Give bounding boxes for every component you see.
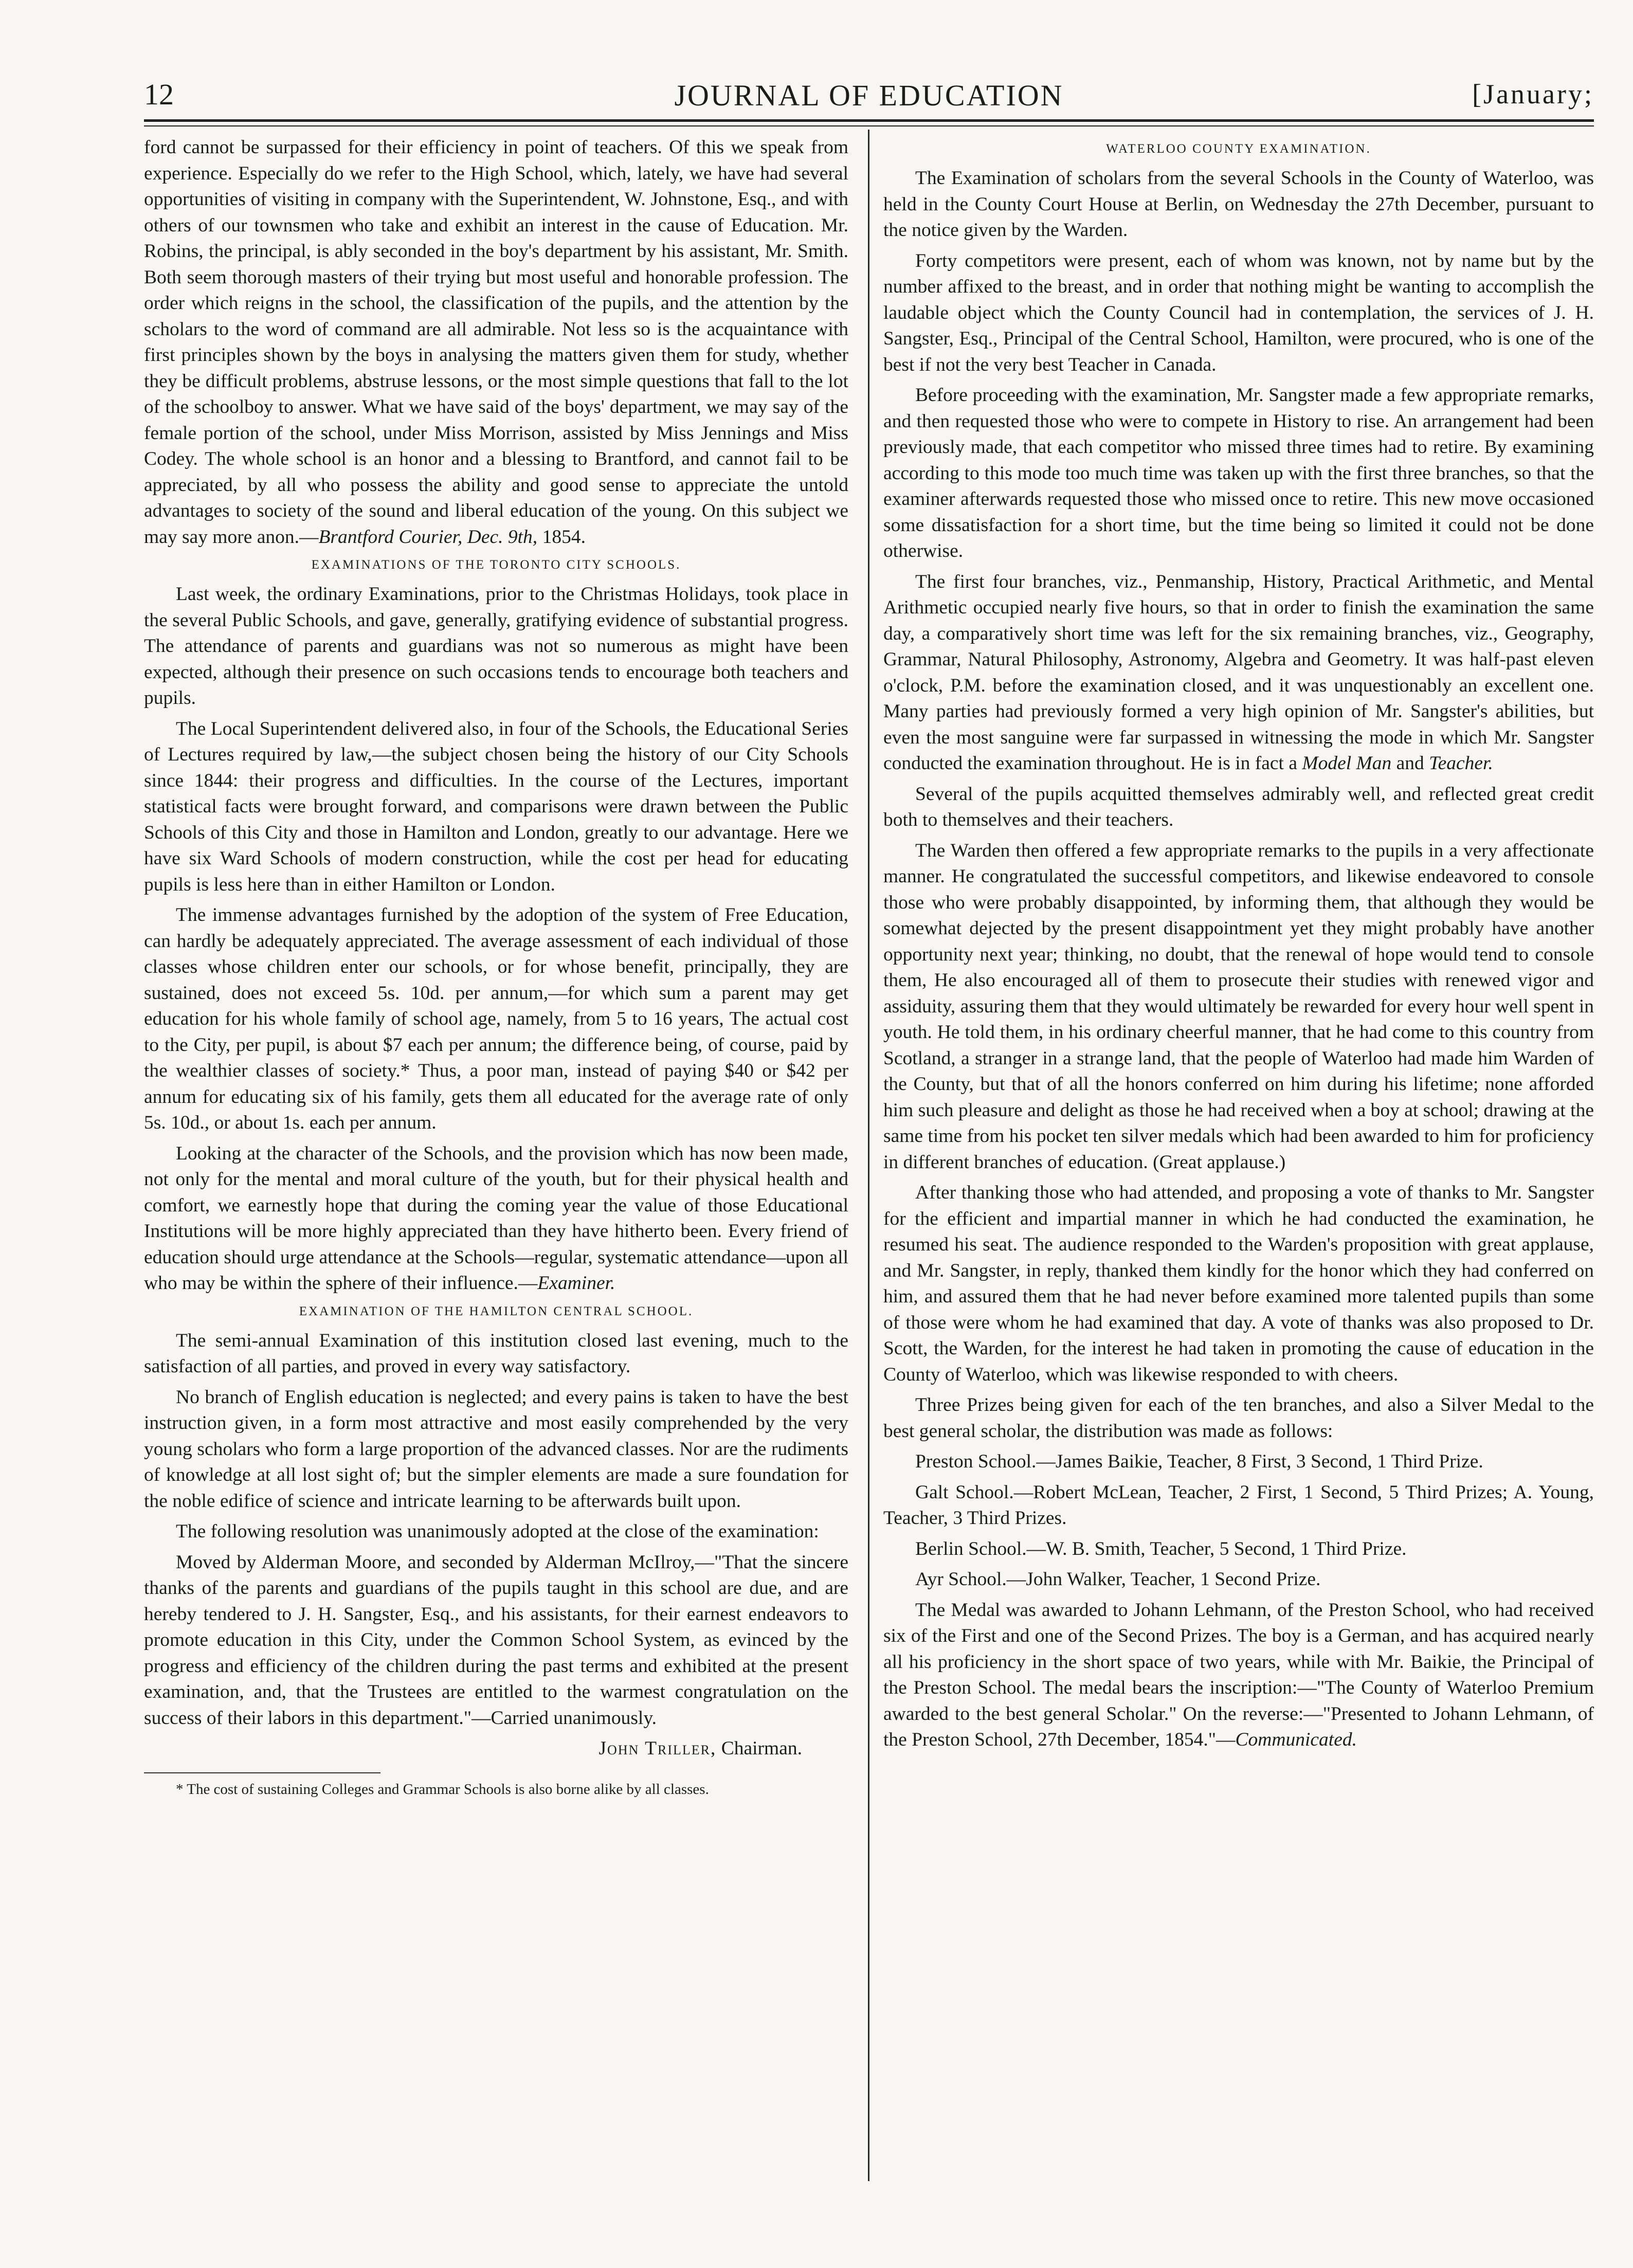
hamilton-paragraph-2: No branch of English education is neglected; and every pains is taken to have the best instruction given, in a form most attractive and most easily comprehended by the very young scholars who form a large proportion of the advanced classes. Nor are the rudiments of knowledge at all lost sight of; but the simpler elements are made a sure foundation for the noble edifice of science and intricate learning to be afterwards built upon.	[144, 1386, 848, 1512]
hamilton-resolution: Moved by Alderman Moore, and seconded by Alderman McIlroy,—"That the sincere thanks of the parents and guardians of the pupils taught in this school are due, and are hereby tendered to J. H. Sangster, Esq., and his assistants, for their earnest endeavors to promote education in this City, under the Common School System, as evinced by the progress and efficiency of the children during the past terms and exhibited at the present examination, and, that the Trustees are entitled to the warmest congratulation on the success of their labors in this department."—Carried unanimously.	[144, 1551, 848, 1729]
waterloo-paragraph-3: Before proceeding with the examination, Mr. Sangster made a few appropriate remarks, and then requested those who were to compete in History to rise. An arrangement had been previously made, that each competitor who missed three times had to retire. By examining according to this mode too much time was taken up with the first three branches, so that the examiner afterwards requested those who missed once to retire. This new move occasioned some dissatisfaction for a short time, but the time being so limited it could not be done otherwise.	[883, 385, 1594, 561]
waterloo-paragraph-1: The Examination of scholars from the several Schools in the County of Waterloo, was held in the County Court House at Berlin, on Wednesday the 27th December, pursuant to the notice given by the Warden.	[883, 168, 1594, 241]
left-column	[144, 135, 848, 1804]
prize-preston: Preston School.—James Baikie, Teacher, 8 First, 3 Second, 1 Third Prize.	[915, 1451, 1483, 1472]
chairman-signature: John Triller, Chairman.	[598, 1738, 802, 1759]
issue-month: [January;	[1472, 79, 1594, 110]
prize-berlin: Berlin School.—W. B. Smith, Teacher, 5 Second, 1 Third Prize.	[915, 1538, 1407, 1559]
toronto-paragraph-2: The Local Superintendent delivered also, in four of the Schools, the Educational Series of Lectures required by law,—the subject chosen being the history of our City Schools since 1844: their progress and difficulties. In the course of the Lectures, important statistical facts were brought forward, and comparisons were drawn between the Public Schools of this City and those in Hamilton and London, greatly to our advantage. Here we have six Ward Schools of modern construction, while the cost per head for educating pupils is less here than in either Hamilton or London.	[144, 718, 848, 895]
toronto-paragraph-4: Looking at the character of the Schools, and the provision which has now been made, not only for the mental and moral culture of the youth, but for their physical health and comfort, we earnestly hope that during the coming year the value of those Educational Institutions will be more highly appreciated than they have hitherto been. Every friend of education should urge attendance at the Schools—regular, systematic attendance—upon all who may be within the sphere of their influence.—Examiner.	[144, 1142, 848, 1294]
column-divider	[868, 130, 869, 2181]
waterloo-paragraph-medal: The Medal was awarded to Johann Lehmann, of the Preston School, who had received six of the First and one of the Second Prizes. The boy is a German, and has acquired nearly all his proficiency in the short space of two years, while with Mr. Baikie, the Principal of the Preston School. The medal bears the inscription:—"The County of Waterloo Premium awarded to the best general Scholar." On the reverse:—"Presented to Johann Lehmann, of the Preston School, 27th December, 1854."—Communicated.	[883, 1599, 1594, 1750]
toronto-paragraph-3: The immense advantages furnished by the adoption of the system of Free Education, can hardly be adequately appreciated. The average assessment of each individual of those classes whose children enter our schools, or for whose benefit, principally, they are sustained, does not exceed 5s. 10d. per annum,—for which sum a parent may get education for his whole family of school age, namely, from 5 to 16 years, The actual cost to the City, per pupil, is about $7 each per annum; the difference being, of course, paid by the wealthier classes of society.* Thus, a poor man, instead of paying $40 or $42 per annum for educating six of his family, gets them all educated for the average rate of only 5s. 10d., or about 1s. each per annum.	[144, 904, 848, 1133]
journal-title: JOURNAL OF EDUCATION	[674, 79, 1064, 112]
footnote-rule	[144, 1772, 380, 1773]
toronto-heading: EXAMINATIONS OF THE TORONTO CITY SCHOOLS.	[311, 558, 681, 572]
hamilton-heading: EXAMINATION OF THE HAMILTON CENTRAL SCHOOL.	[299, 1304, 694, 1318]
waterloo-heading: WATERLOO COUNTY EXAMINATION.	[1106, 142, 1371, 156]
hamilton-paragraph-3: The following resolution was unanimously adopted at the close of the examination:	[176, 1521, 819, 1542]
waterloo-paragraph-2: Forty competitors were present, each of whom was known, not by name but by the number affixed to the breast, and in order that nothing might be wanting to accomplish the laudable object which the County Council had in contemplation, the services of J. H. Sangster, Esq., Principal of the Central School, Hamilton, were procured, who is one of the best if not the very best Teacher in Canada.	[883, 250, 1594, 375]
waterloo-paragraph-8: Three Prizes being given for each of the ten branches, and also a Silver Medal to the best general scholar, the distribution was made as follows:	[883, 1394, 1594, 1442]
prize-ayr: Ayr School.—John Walker, Teacher, 1 Second Prize.	[915, 1569, 1321, 1590]
right-column	[883, 135, 1594, 1758]
toronto-paragraph-1: Last week, the ordinary Examinations, prior to the Christmas Holidays, took place in the several Public Schools, and gave, generally, gratifying evidence of substantial progress. The attendance of parents and guardians was not so numerous as might have been expected, although their presence on such occasions tends to encourage both teachers and pupils.	[144, 584, 848, 709]
waterloo-paragraph-6: The Warden then offered a few appropriate remarks to the pupils in a very affectionate manner. He congratulated the successful competitors, and likewise endeavored to console those who were probably disappointed, by informing them, that although they would be somewhat dejected by the present disappointment yet they might probably have another opportunity next year; thinking, no doubt, that the renewal of hope would tend to console them, He also encouraged all of them to prosecute their studies with renewed vigor and assiduity, assuring them that they would ultimately be rewarded for every hour well spent in youth. He told them, in his ordinary cheerful manner, that he had come to this country from Scotland, a stranger in a strange land, that the people of Waterloo had made him Warden of the County, but that of all the honors conferred on him during his lifetime; none afforded him such pleasure and delight as those he had received when a boy at school; drawing at the same time from his pocket ten silver medals which had been awarded to him for proficiency in different branches of education. (Great applause.)	[883, 840, 1594, 1173]
communicated-source: Communicated.	[1235, 1729, 1357, 1750]
examiner-source: Examiner.	[537, 1273, 615, 1294]
brantford-paragraph: ford cannot be surpassed for their efficiency in point of teachers. Of this we speak from experience. Especially do we refer to the High School, which, lately, we have had several opportunities of visiting in company with the Superintendent, W. Johnstone, Esq., and with others of our townsmen who take and exhibit an interest in the cause of Education. Mr. Robins, the principal, is ably seconded in the boy's department by his assistant, Mr. Smith. Both seem thorough masters of their trying but most useful and honorable profession. The order which reigns in the school, the classification of the pupils, and the attention by the scholars to the word of command are all admirable. Not less so is the acquaintance with first principles shown by the boys in analysing the matters given them for study, whether they be difficult problems, abstruse lessons, or the most simple questions that fall to the lot of the schoolboy to answer. What we have said of the boys' department, we may say of the female portion of the school, under Miss Morrison, assisted by Miss Jennings and Miss Codey. The whole school is an honor and a blessing to Brantford, and cannot fail to be appreciated, by all who possess the ability and good sense to appreciate the untold advantages to society of the sound and liberal education of the young. On this subject we may say more anon.—Brantford Courier, Dec. 9th, 1854.	[144, 137, 848, 548]
page-header	[144, 77, 1594, 118]
waterloo-paragraph-7: After thanking those who had attended, and proposing a vote of thanks to Mr. Sangster for the efficient and impartial manner in which he had conducted the examination, he resumed his seat. The audience responded to the Warden's proposition with great applause, and Mr. Sangster, in reply, thanked them kindly for the honor which they had conferred on him, and assured them that he had never before examined more talented pupils than some of those were whom he had examined that day. A vote of thanks was also proposed to Dr. Scott, the Warden, for the interest he had taken in promoting the cause of education in the County of Waterloo, which was likewise responded to with cheers.	[883, 1182, 1594, 1385]
prize-galt: Galt School.—Robert McLean, Teacher, 2 First, 1 Second, 5 Third Prizes; A. Young, Teacher, 3 Third Prizes.	[883, 1481, 1594, 1529]
header-rule-thick	[144, 119, 1594, 122]
brantford-source: Brantford Courier, Dec. 9th,	[318, 526, 538, 548]
hamilton-paragraph-1: The semi-annual Examination of this institution closed last evening, much to the satisfaction of all parties, and proved in every way satisfactory.	[144, 1330, 848, 1377]
page-number: 12	[144, 78, 174, 111]
footnote: * The cost of sustaining Colleges and Grammar Schools is also borne alike by all classes.	[176, 1781, 709, 1798]
header-rule-thin	[144, 125, 1594, 126]
waterloo-paragraph-5: Several of the pupils acquitted themselves admirably well, and reflected great credit both to themselves and their teachers.	[883, 783, 1594, 830]
waterloo-paragraph-4: The first four branches, viz., Penmanship, History, Practical Arithmetic, and Mental Arithmetic occupied nearly five hours, so that in order to finish the examination the same day, a comparatively short time was left for the six remaining branches, viz., Geography, Grammar, Natural Philosophy, Astronomy, Algebra and Geometry. It was half-past eleven o'clock, P.M. before the examination closed, and it was unquestionably an excellent one. Many parties had previously formed a very high opinion of Mr. Sangster's abilities, but even the most sanguine were far surpassed in witnessing the mode in which Mr. Sangster conducted the examination throughout. He is in fact a Model Man and Teacher.	[883, 571, 1594, 774]
